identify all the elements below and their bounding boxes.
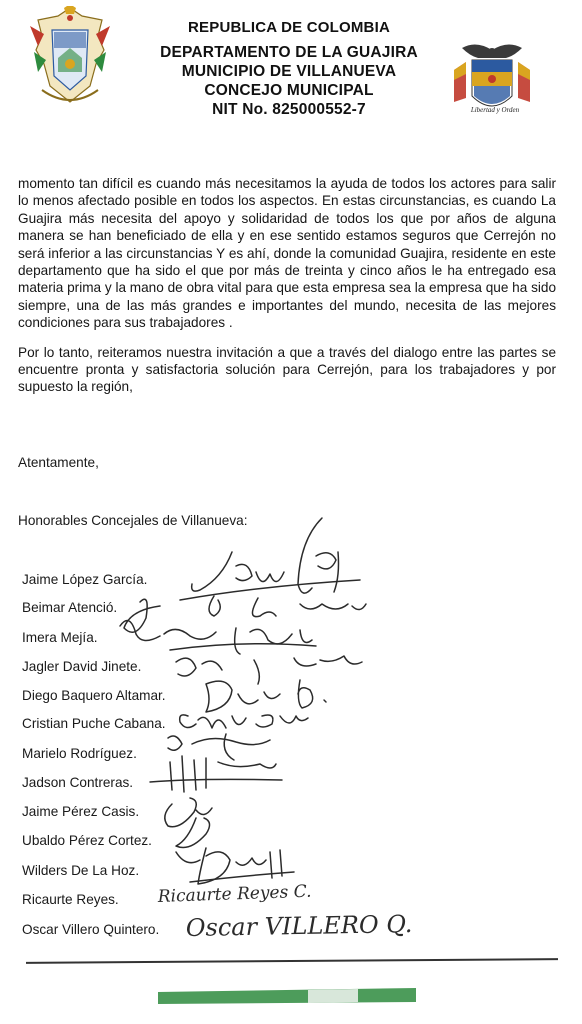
signature-ricaurte-reyes: Ricaurte Reyes C. xyxy=(157,881,312,907)
paragraph-2: Por lo tanto, reiteramos nuestra invitación a que a través del dialogo entre las partes se encuentre pronta y satisfactoria solución para Cerrejón, para los trabajadores y por supuesto la región, xyxy=(18,344,556,395)
signer-name: Jaime López García. xyxy=(22,572,148,587)
header-nit: NIT No. 825000552-7 xyxy=(212,101,366,118)
signer-name: Jaime Pérez Casis. xyxy=(22,804,140,819)
signer-name: Diego Baquero Altamar. xyxy=(22,688,166,703)
signer-name: Marielo Rodríguez. xyxy=(22,746,137,761)
signer-name: Wilders De La Hoz. xyxy=(22,863,140,878)
header-municipio: MUNICIPIO DE VILLANUEVA xyxy=(181,63,397,80)
signer-name: Cristian Puche Cabana. xyxy=(22,716,166,731)
header-departamento: DEPARTAMENTO DE LA GUAJIRA xyxy=(160,44,418,61)
footer-divider xyxy=(26,958,558,963)
signer-name: Oscar Villero Quintero. xyxy=(22,922,160,937)
paragraph-1: momento tan difícil es cuando más necesitamos la ayuda de todos los actores para salir lo menos afectado posible en todos los aspectos. En estas circunstancias, es cuando La Guajira más necesita del apoyo y solidaridad de todos los que por años de alguna manera se han beneficiado de ella y en ese sentido estamos seguros que Cerrejón no será inferior a las circunstancias Y es ahí, donde la comunidad Guajira, residente en este departamento que ha sido el que por más de treinta y cinco años le ha entregado esa materia prima y la mano de obra vital para que esta empresa sea la empresa que ha sido siempre, una de las más grandes e importantes del mundo, necesita de las mejores condiciones para sus trabajadores . xyxy=(18,176,557,331)
closing-salutation: Atentamente, xyxy=(18,455,99,470)
signer-name: Jadson Contreras. xyxy=(22,775,134,790)
signers-heading: Honorables Concejales de Villanueva: xyxy=(18,513,248,528)
signature-jaime-perez xyxy=(165,798,212,827)
signature-ubaldo-perez xyxy=(176,818,210,863)
signer-name: Ricaurte Reyes. xyxy=(22,892,119,907)
signature-beimar-atencio xyxy=(124,596,366,632)
guajira-crest-icon xyxy=(24,6,116,106)
signature-diego-baquero xyxy=(206,680,326,712)
letterhead xyxy=(130,18,448,119)
signer-name: Jagler David Jinete. xyxy=(22,659,142,674)
signature-wilders-delahoz xyxy=(190,848,294,884)
signature-imera-mejia xyxy=(120,621,316,654)
signature-cristian-puche xyxy=(180,715,308,728)
signature-marielo-rodriguez xyxy=(168,734,270,760)
header-republica: REPUBLICA DE COLOMBIA xyxy=(188,19,390,36)
letter-body xyxy=(18,175,556,408)
signer-name: Ubaldo Pérez Cortez. xyxy=(22,833,152,848)
footer-flag-band-icon xyxy=(158,986,416,1004)
motto-text: Libertad y Orden xyxy=(470,106,520,114)
header-concejo: CONCEJO MUNICIPAL xyxy=(204,82,374,99)
signature-jadson-contreras xyxy=(150,756,282,792)
signature-jaime-lopez xyxy=(180,518,360,600)
signer-name: Imera Mejía. xyxy=(22,630,98,645)
signature-oscar-villero: Oscar VILLERO Q. xyxy=(185,910,413,942)
signer-name: Beimar Atenció. xyxy=(22,600,118,615)
signature-jagler-jinete xyxy=(176,656,362,684)
